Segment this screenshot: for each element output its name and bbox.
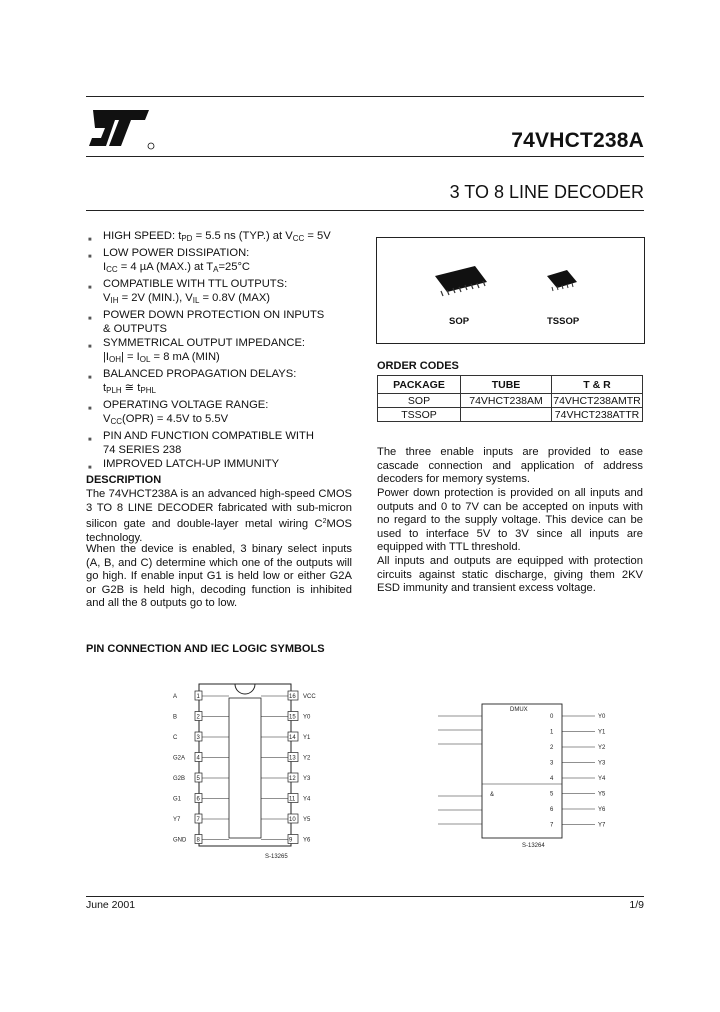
iec-output-label: Y6	[598, 807, 606, 813]
right-para-1: The three enable inputs are provided to ease cascade connection and application of address decoders for memory systems.	[377, 446, 643, 485]
pin-number: 13	[289, 755, 296, 762]
bullet-icon: ■	[88, 254, 92, 260]
pin-label-left: GND	[173, 837, 187, 844]
feature-item	[86, 229, 361, 246]
pin-number: 7	[196, 817, 200, 823]
bullet-icon: ■	[88, 465, 92, 471]
description-para-2: When the device is enabled, 3 binary select inputs (A, B, and C) determine which one of the outputs will go high. If enable input G1 is held low or either G2A or G2B is held high, decoding function is inhibited and all the 8 outputs go to low.	[86, 543, 352, 609]
pin-label-left: Y7	[173, 817, 181, 823]
footer-date: June 2001	[86, 899, 136, 911]
feature-item	[86, 277, 361, 308]
pin-number: 3	[196, 735, 200, 741]
feature-line: $t_{PLH}$ ≅ $t_{PHL}$	[103, 382, 156, 395]
pin-number: 11	[289, 796, 296, 803]
device-subtitle: 3 TO 8 LINE DECODER	[449, 182, 644, 202]
bullet-icon: ■	[88, 375, 92, 381]
pin-label-left: B	[173, 714, 178, 721]
pin-label-left: A	[173, 694, 178, 700]
iec-output-index: 4	[550, 776, 554, 782]
table-header-row	[378, 376, 643, 394]
pin-label-right: Y0	[303, 714, 311, 721]
pin-label-left: G2B	[173, 776, 186, 782]
table-row	[378, 408, 643, 422]
feature-item	[86, 336, 361, 367]
pin-label-right: Y4	[303, 796, 311, 803]
iec-output-label: Y4	[598, 776, 606, 782]
iec-output-label: Y1	[598, 729, 606, 736]
iec-output-index: 6	[550, 807, 554, 813]
bullet-icon: ■	[88, 237, 92, 243]
iec-output-label: Y3	[598, 760, 606, 767]
pin-label-left: G2A	[173, 755, 186, 762]
header-tr: T & R	[552, 376, 643, 394]
iec-title: DMUX	[510, 707, 528, 713]
feature-line: IMPROVED LATCH-UP IMMUNITY	[103, 458, 280, 470]
feature-item	[86, 308, 361, 336]
iec-caption: S-13264	[522, 843, 545, 849]
pin-number: 14	[289, 735, 296, 741]
iec-output-index: 5	[550, 791, 554, 798]
iec-logic-symbol	[430, 700, 620, 850]
iec-output-index: 2	[550, 745, 554, 751]
table-cell	[461, 408, 552, 422]
part-number: 74VHCT238A	[511, 129, 644, 152]
feature-line: 74 SERIES 238	[103, 444, 182, 456]
feature-line: LOW POWER DISSIPATION:	[103, 247, 250, 259]
pin-label-right: Y2	[303, 755, 311, 762]
iec-output-index: 3	[550, 760, 554, 767]
pin-number: 1	[196, 694, 200, 700]
pin-number: 6	[196, 796, 200, 803]
description-para-1: The 74VHCT238A is an advanced high-speed CMOS 3 TO 8 LINE DECODER fabricated with sub-micron silicon gate and double-layer metal wiring $C^2MOS$ technology.	[86, 488, 352, 544]
bullet-icon: ■	[88, 285, 92, 291]
feature-item	[86, 398, 361, 429]
feature-line: HIGH SPEED: $t_{PD} = 5.5$ ns (TYP.) at $V_{CC} = 5V$	[103, 230, 331, 243]
pin-label-right: VCC	[303, 694, 316, 700]
feature-line: $|I_{OH}| = I_{OL} = 8$ mA (MIN)	[103, 351, 220, 364]
feature-item	[86, 246, 361, 277]
iec-output-label: Y2	[598, 745, 606, 751]
header-tube: TUBE	[461, 376, 552, 394]
footer-page: 1/9	[629, 899, 644, 911]
pin-diagram-caption: S-13265	[265, 854, 288, 860]
bullet-icon: ■	[88, 316, 92, 322]
pin-number: 15	[289, 714, 296, 721]
sop-package-image	[427, 262, 497, 302]
bullet-icon: ■	[88, 437, 92, 443]
header-package: PACKAGE	[378, 376, 461, 394]
pin-label-right: Y5	[303, 817, 311, 823]
feature-line: $V_{CC}(OPR) = 4.5V$ to 5.5V	[103, 413, 229, 426]
pin-number: 9	[289, 837, 293, 844]
pin-label-right: Y1	[303, 735, 311, 741]
bullet-icon: ■	[88, 344, 92, 350]
feature-line: BALANCED PROPAGATION DELAYS:	[103, 368, 297, 380]
table-cell: SOP	[378, 394, 461, 408]
tssop-label: TSSOP	[547, 316, 580, 327]
tssop-package-image	[537, 264, 587, 300]
pin-section-title: PIN CONNECTION AND IEC LOGIC SYMBOLS	[86, 643, 325, 655]
pin-label-left: G1	[173, 796, 182, 803]
top-rule	[86, 96, 644, 97]
feature-line: COMPATIBLE WITH TTL OUTPUTS:	[103, 278, 288, 290]
pin-number: 8	[196, 837, 200, 844]
table-row	[378, 394, 643, 408]
iec-output-index: 0	[550, 714, 554, 720]
feature-line: PIN AND FUNCTION COMPATIBLE WITH	[103, 430, 314, 442]
iec-output-label: Y5	[598, 791, 606, 798]
order-codes-title: ORDER CODES	[377, 360, 459, 372]
title-rule	[86, 156, 644, 157]
feature-line: & OUTPUTS	[103, 323, 168, 335]
pin-label-left: C	[173, 735, 178, 741]
table-cell: 74VHCT238AM	[461, 394, 552, 408]
feature-line: $V_{IH} = 2V$ (MIN.), $V_{IL} = 0.8V$ (MAX)	[103, 292, 271, 305]
feature-line: SYMMETRICAL OUTPUT IMPEDANCE:	[103, 337, 306, 349]
features-list	[86, 229, 361, 471]
pin-number: 10	[289, 817, 296, 823]
subtitle-rule	[86, 210, 644, 211]
feature-line: OPERATING VOLTAGE RANGE:	[103, 399, 269, 411]
pin-label-right: Y6	[303, 837, 311, 844]
order-codes-table	[377, 375, 643, 422]
pin-label-right: Y3	[303, 776, 311, 782]
pin-number: 5	[196, 776, 200, 782]
iec-output-label: Y7	[598, 822, 606, 829]
package-box	[376, 237, 645, 344]
description-title: DESCRIPTION	[86, 474, 162, 486]
right-para-3: All inputs and outputs are equipped with protection circuits against static discharge, giving them 2KV ESD immunity and transient excess voltage.	[377, 555, 643, 594]
table-cell: TSSOP	[378, 408, 461, 422]
table-cell: 74VHCT238ATTR	[552, 408, 643, 422]
pin-number: 12	[289, 776, 296, 782]
iec-output-index: 7	[550, 822, 554, 829]
pin-connection-diagram	[165, 680, 325, 865]
feature-item	[86, 429, 361, 457]
feature-item	[86, 367, 361, 398]
table-cell: 74VHCT238AMTR	[553, 394, 641, 407]
st-logo	[87, 108, 155, 150]
bullet-icon: ■	[88, 406, 92, 412]
pin-number: 4	[196, 755, 200, 762]
iec-enable-mark: &	[490, 792, 495, 798]
feature-line: $I_{CC} = 4$ µA (MAX.) at $T_A=25^\circ C$	[103, 261, 251, 274]
pin-number: 16	[289, 694, 296, 700]
iec-output-index: 1	[550, 729, 554, 736]
feature-line: POWER DOWN PROTECTION ON INPUTS	[103, 309, 325, 321]
feature-item	[86, 457, 361, 471]
iec-output-label: Y0	[598, 714, 606, 720]
sop-label: SOP	[449, 316, 470, 327]
right-para-2: Power down protection is provided on all inputs and outputs and 0 to 7V can be accepted on inputs with no regard to the supply voltage. This device can be used to interface 5V to 3V since all inputs are equipped with TTL threshold.	[377, 487, 643, 553]
footer-rule	[86, 896, 644, 897]
pin-number: 2	[196, 714, 200, 721]
